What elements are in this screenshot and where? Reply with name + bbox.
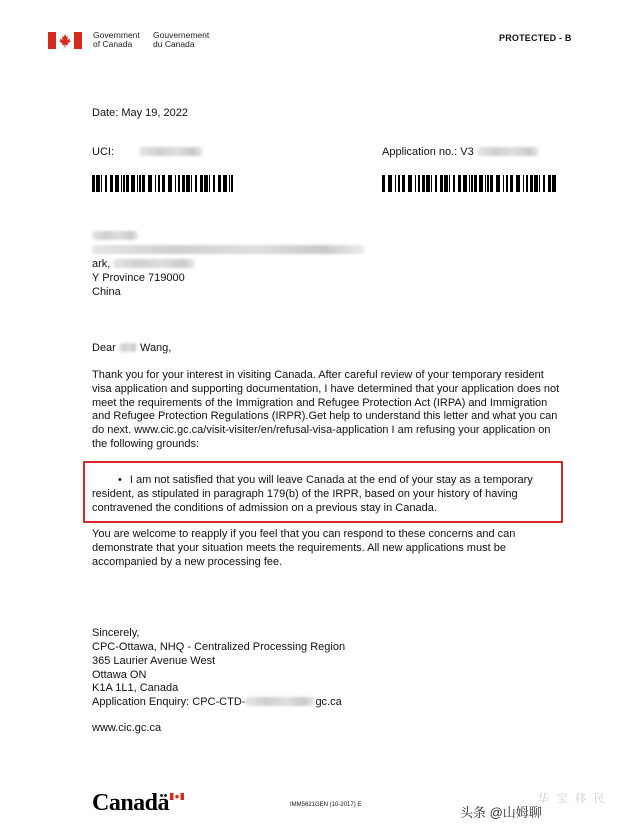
- barcode-bar: [503, 175, 504, 192]
- barcode-bar: [142, 175, 145, 192]
- barcode-bar: [398, 175, 400, 192]
- refusal-paragraph: Thank you for your interest in visiting Canada. After careful review of your temporary resident visa application and supporting documentation, I have determined that your application does not meet the requirements of the Immigration and Refugee Protection Act (IRPA) and Immigration and Refugee Protection Regulations (IRPR).Get help to understand this letter and what you can do next. www.cic.gc.ca/visit-visiter/en/refusal-visa-application I am refusing your application on the following grounds:: [92, 369, 560, 450]
- address-line-3: [92, 272, 185, 286]
- barcode-bar: [382, 175, 385, 192]
- address-line-2: [92, 258, 195, 272]
- address-country: China: [92, 286, 121, 298]
- redacted-uci: [139, 147, 203, 156]
- barcode-bar: [485, 175, 486, 192]
- enquiry-label: Application Enquiry: CPC-CTD-: [92, 696, 246, 708]
- barcode-bar: [121, 175, 122, 192]
- wordmark-flag-icon: [170, 793, 184, 800]
- barcode-bar: [223, 175, 227, 192]
- barcode-bar: [548, 175, 551, 192]
- barcode-bar: [115, 175, 119, 192]
- barcode-bar: [510, 175, 513, 192]
- barcode-bar: [155, 175, 156, 192]
- barcode-bar: [418, 175, 420, 192]
- barcode-bar: [458, 175, 461, 192]
- barcode-bar: [178, 175, 180, 192]
- barcode-bar: [123, 175, 125, 192]
- redacted-email: [245, 697, 315, 706]
- barcode-bar: [479, 175, 483, 192]
- enquiry-domain: gc.ca: [315, 696, 342, 708]
- refusal-ground: [92, 474, 552, 515]
- agency-watermark: 华 宝 移 民: [538, 792, 607, 805]
- barcode-bar: [213, 175, 215, 192]
- government-of-canada-en: [93, 31, 140, 49]
- office-street: 365 Laurier Avenue West: [92, 655, 216, 667]
- redacted-first-name: [119, 343, 137, 352]
- barcode-bar: [388, 175, 392, 192]
- barcode-bar: [490, 175, 493, 192]
- office-name: CPC-Ottawa, NHQ - Centralized Processing Region: [92, 641, 346, 653]
- application-number-line: [382, 146, 539, 160]
- address-line-2-text: ark,: [92, 258, 111, 270]
- barcode-bar: [471, 175, 473, 192]
- canada-wordmark: Canadä: [92, 790, 170, 816]
- office-postal: K1A 1L1, Canada: [92, 682, 179, 694]
- uci-line: [92, 146, 203, 160]
- barcode-bar: [162, 175, 165, 192]
- gov-en-line1: Government: [93, 30, 140, 40]
- redacted-application-number: [477, 147, 539, 156]
- barcode-bar: [435, 175, 437, 192]
- barcode-bar: [110, 175, 113, 192]
- closing: Sincerely,: [92, 627, 140, 639]
- barcode-bar: [516, 175, 520, 192]
- barcode-bar: [229, 175, 230, 192]
- reapply-paragraph: You are welcome to reapply if you feel that you can respond to these concerns and can demonstrate that your situation meets the requirements. All new applications must be accompanied by a new processing fee.: [92, 528, 516, 568]
- barcode-bar: [101, 175, 102, 192]
- barcode-bar: [496, 175, 500, 192]
- barcode-bar: [444, 175, 448, 192]
- source-watermark: 头条 @山姆聊: [460, 805, 542, 820]
- gov-fr-line2: du Canada: [153, 39, 195, 49]
- barcode-bar: [402, 175, 405, 192]
- barcode-bar: [453, 175, 455, 192]
- barcode-bar: [195, 175, 197, 192]
- barcode-bar: [469, 175, 470, 192]
- barcode-bar: [186, 175, 190, 192]
- barcode-bar: [474, 175, 477, 192]
- recipient-name: [92, 230, 138, 244]
- barcode-bar: [534, 175, 538, 192]
- application-barcode: [382, 175, 556, 192]
- barcode-bar: [126, 175, 129, 192]
- application-number-label: Application no.: V3: [382, 146, 474, 158]
- barcode-bar: [415, 175, 416, 192]
- barcode-bar: [552, 175, 556, 192]
- barcode-bar: [168, 175, 172, 192]
- uci-label: UCI:: [92, 146, 114, 158]
- barcode-bar: [543, 175, 545, 192]
- website: www.cic.gc.ca: [92, 722, 162, 734]
- barcode-bar: [191, 175, 192, 192]
- barcode-bar: [530, 175, 533, 192]
- redacted-address-part: [113, 259, 195, 268]
- gov-fr-line1: Gouvernement: [153, 30, 210, 40]
- letter-date: Date: May 19, 2022: [92, 107, 189, 119]
- form-number: IMM5621GEN (10-2017) E: [290, 802, 362, 808]
- barcode-bar: [431, 175, 432, 192]
- refusal-ground-text: I am not satisfied that you will leave Canada at the end of your stay as a temporary resident, as stipulated in paragraph 179(b) of the IRPR, based on your history of having contravened the conditions of admission on a previous stay in Canada.: [92, 474, 533, 514]
- barcode-bar: [449, 175, 450, 192]
- barcode-bar: [487, 175, 489, 192]
- barcode-bar: [506, 175, 508, 192]
- redacted-address-line: [92, 245, 364, 254]
- barcode-bar: [139, 175, 141, 192]
- barcode-bar: [395, 175, 396, 192]
- government-of-canada-fr: [153, 31, 209, 49]
- barcode-bar: [131, 175, 135, 192]
- salutation-dear: Dear: [92, 342, 116, 354]
- barcode-bar: [204, 175, 208, 192]
- bullet-icon: •: [118, 474, 122, 486]
- barcode-bar: [96, 175, 100, 192]
- barcode-bar: [200, 175, 203, 192]
- barcode-bar: [426, 175, 430, 192]
- barcode-bar: [218, 175, 221, 192]
- gov-en-line2: of Canada: [93, 39, 133, 49]
- canada-flag-icon: [48, 32, 82, 49]
- barcode-bar: [408, 175, 412, 192]
- address-city-province: Y Province 719000: [92, 272, 185, 284]
- barcode-bar: [463, 175, 467, 192]
- barcode-bar: [182, 175, 185, 192]
- barcode-bar: [175, 175, 176, 192]
- barcode-bar: [209, 175, 210, 192]
- salutation: [92, 342, 171, 356]
- office-city: Ottawa ON: [92, 669, 147, 681]
- barcode-bar: [422, 175, 425, 192]
- redacted-name: [92, 231, 138, 240]
- barcode-bar: [148, 175, 152, 192]
- barcode-bar: [539, 175, 540, 192]
- barcode-bar: [523, 175, 524, 192]
- barcode-bar: [158, 175, 160, 192]
- barcode-bar: [92, 175, 95, 192]
- barcode-bar: [231, 175, 233, 192]
- barcode-bar: [105, 175, 107, 192]
- uci-barcode: [92, 175, 236, 192]
- barcode-bar: [526, 175, 528, 192]
- application-enquiry: [92, 696, 342, 710]
- barcode-bar: [440, 175, 443, 192]
- salutation-surname: Wang,: [139, 342, 172, 354]
- address-line-1: [92, 244, 364, 258]
- barcode-bar: [137, 175, 138, 192]
- classification-label: PROTECTED - B: [499, 33, 572, 43]
